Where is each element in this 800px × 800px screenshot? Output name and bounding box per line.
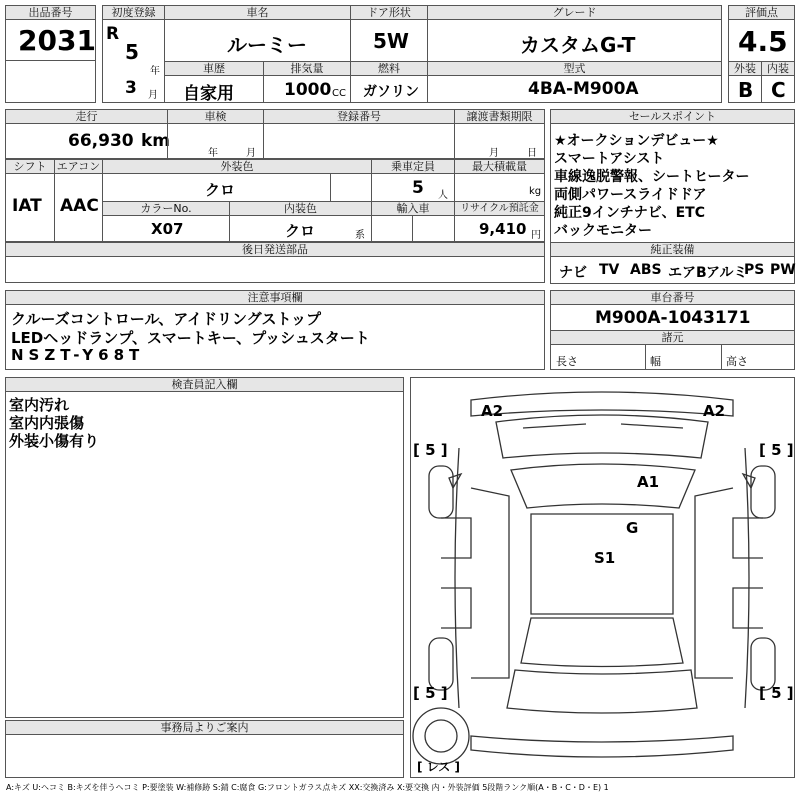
inspector-note: 外装小傷有り — [9, 432, 100, 450]
header-first-reg: 初度登録 — [102, 5, 165, 20]
displacement: 1000 — [284, 80, 332, 100]
tire-rear-left: [ 5 ] — [413, 684, 448, 702]
spec-height-cell — [721, 344, 795, 370]
header-exterior: 外装 — [728, 61, 762, 76]
header-office: 事務局よりご案内 — [5, 720, 404, 735]
tire-front-left: [ 5 ] — [413, 441, 448, 459]
inspector-note: 室内汚れ — [9, 396, 70, 414]
mark-g: G — [626, 519, 639, 537]
mark-s1: S1 — [594, 549, 616, 567]
header-grade: グレード — [427, 5, 722, 20]
header-transfer: 譲渡書類期限 — [454, 109, 545, 124]
header-model: 型式 — [427, 61, 722, 76]
fuel-cell — [350, 75, 428, 103]
spec-height-label: 高さ — [726, 355, 748, 368]
note-line: クルーズコントロール、アイドリングストップ — [11, 310, 322, 328]
header-max-load: 最大積載量 — [454, 159, 545, 174]
displacement-cell — [263, 75, 351, 103]
inspector-box — [5, 391, 404, 718]
header-later-parts: 後日発送部品 — [5, 242, 545, 257]
spec-length-label: 長さ — [556, 355, 578, 368]
sales-point-item: 両側パワースライドドア — [554, 187, 707, 203]
header-specs: 諸元 — [550, 330, 795, 345]
genuine-item: PW — [770, 262, 796, 278]
genuine-item: ABS — [630, 262, 662, 278]
car-outline — [411, 378, 794, 777]
header-displacement: 排気量 — [263, 61, 351, 76]
capacity: 5 — [412, 178, 424, 198]
int-color-cell — [229, 215, 372, 242]
unit-month: 月 — [148, 90, 158, 101]
history-cell — [164, 75, 264, 103]
transfer-cell — [454, 123, 545, 159]
reg-year: 5 — [125, 40, 139, 64]
header-import: 輸入車 — [371, 201, 455, 216]
header-mileage: 走行 — [5, 109, 168, 124]
first-reg-cell — [102, 19, 165, 103]
recycle: 9,410 — [479, 220, 527, 238]
max-load-cell — [454, 173, 545, 202]
car-name-cell — [164, 19, 351, 62]
aircon: AAC — [60, 196, 99, 216]
fuel: ガソリン — [363, 84, 419, 100]
later-parts-cell — [5, 256, 545, 283]
transfer-month: 月 — [489, 148, 499, 159]
tire-rear-right: [ 5 ] — [759, 684, 794, 702]
lot-no-empty — [5, 60, 96, 103]
note-line: LEDヘッドランプ、スマートキー、プッシュスタート — [11, 329, 370, 347]
spec-width-label: 幅 — [650, 355, 661, 368]
header-shift: シフト — [5, 159, 55, 174]
header-aircon: エアコン — [54, 159, 103, 174]
header-notes: 注意事項欄 — [5, 290, 545, 305]
header-lot-no: 出品番号 — [5, 5, 96, 20]
ext-color: クロ — [205, 181, 236, 199]
exterior-cell — [728, 75, 762, 103]
recycle-cell — [454, 215, 545, 242]
inspection-cell — [167, 123, 264, 159]
notes-box — [5, 304, 545, 370]
tire-front-right: [ 5 ] — [759, 441, 794, 459]
interior-score: C — [771, 78, 786, 102]
header-ext-color: 外装色 — [102, 159, 372, 174]
reg-no-cell — [263, 123, 455, 159]
header-color-no: カラーNo. — [102, 201, 230, 216]
shift: IAT — [12, 196, 42, 216]
lot-no: 2031 — [18, 24, 96, 57]
reg-month: 3 — [125, 78, 137, 98]
header-score: 評価点 — [728, 5, 795, 20]
header-recycle: リサイクル預託金 — [454, 201, 545, 216]
sales-point-item: ★オークションデビュー★ — [554, 133, 719, 149]
grade: カスタムG-T — [520, 33, 636, 57]
genuine-item: PS — [744, 262, 765, 278]
spec-length-cell — [550, 344, 646, 370]
ext-color-cell — [102, 173, 372, 202]
inspector-note: 室内内張傷 — [9, 414, 85, 432]
header-car-name: 車名 — [164, 5, 351, 20]
car-name: ルーミー — [227, 33, 307, 57]
grade-cell — [427, 19, 722, 62]
genuine-item: ナビ — [559, 265, 587, 281]
spare-tire-label: [ レス ] — [417, 760, 460, 774]
header-inspector: 検査員記入欄 — [5, 377, 404, 392]
unit-yen: 円 — [531, 230, 541, 241]
unit-series: 系 — [355, 230, 365, 241]
sales-points-box — [550, 123, 795, 243]
shift-cell — [5, 173, 55, 242]
note-line: NSZT-Y68T — [11, 346, 145, 364]
unit-cc: CC — [332, 88, 346, 99]
door: 5W — [373, 29, 409, 53]
interior-cell — [761, 75, 795, 103]
sales-point-item: バックモニター — [554, 223, 652, 239]
import-cell — [371, 215, 455, 242]
inspection-year: 年 — [208, 148, 218, 159]
chassis-cell — [550, 304, 795, 331]
history: 自家用 — [183, 84, 234, 104]
exterior-score: B — [738, 78, 754, 102]
office-box — [5, 734, 404, 778]
mark-a2-left: A2 — [481, 402, 504, 420]
mark-a2-right: A2 — [703, 402, 726, 420]
unit-year: 年 — [150, 66, 160, 77]
sales-point-item: 純正9インチナビ、ETC — [554, 205, 705, 221]
header-history: 車歴 — [164, 61, 264, 76]
sales-point-item: スマートアシスト — [554, 151, 665, 167]
chassis-no: M900A-1043171 — [595, 308, 751, 328]
header-chassis: 車台番号 — [550, 290, 795, 305]
color-no: X07 — [151, 220, 184, 238]
transfer-day: 日 — [527, 148, 537, 159]
genuine-item: TV — [599, 262, 620, 278]
door-cell — [350, 19, 428, 62]
mileage-cell — [5, 123, 171, 159]
mark-a1: A1 — [637, 473, 660, 491]
header-sales-points: セールスポイント — [550, 109, 795, 124]
header-inspection: 車検 — [167, 109, 264, 124]
header-genuine: 純正装備 — [550, 242, 795, 257]
model: 4BA-M900A — [528, 79, 639, 99]
header-reg-no: 登録番号 — [263, 109, 455, 124]
genuine-item: エアB — [668, 265, 707, 281]
lot-no-cell — [5, 19, 96, 61]
damage-diagram — [410, 377, 795, 778]
spec-width-cell — [645, 344, 722, 370]
genuine-item: アルミ — [706, 265, 748, 281]
inspection-month: 月 — [246, 148, 256, 159]
unit-km: km — [141, 131, 171, 151]
genuine-box — [550, 256, 795, 284]
int-color: クロ — [285, 222, 316, 240]
score-cell — [728, 19, 795, 62]
legend: A:キズ U:ヘコミ B:キズを伴うヘコミ P:要塗装 W:補修跡 S:錆 C:腐食 G:フロントガラス点キズ XX:交換済み X:要交換 内・外装評価 5段階ランク順(A・B・C・D・E) 1 — [6, 783, 609, 792]
header-fuel: 燃料 — [350, 61, 428, 76]
header-door: ドア形状 — [350, 5, 428, 20]
aircon-cell — [54, 173, 103, 242]
color-no-cell — [102, 215, 230, 242]
era-mark: R — [106, 24, 120, 44]
header-interior: 内装 — [761, 61, 795, 76]
capacity-cell — [371, 173, 455, 202]
header-int-color: 内装色 — [229, 201, 372, 216]
unit-person: 人 — [438, 190, 448, 201]
model-cell — [427, 75, 722, 103]
unit-kg: kg — [529, 186, 542, 197]
header-capacity: 乗車定員 — [371, 159, 455, 174]
sales-point-item: 車線逸脱警報、シートヒーター — [554, 169, 750, 185]
mileage: 66,930 — [68, 131, 134, 151]
score: 4.5 — [738, 25, 788, 58]
